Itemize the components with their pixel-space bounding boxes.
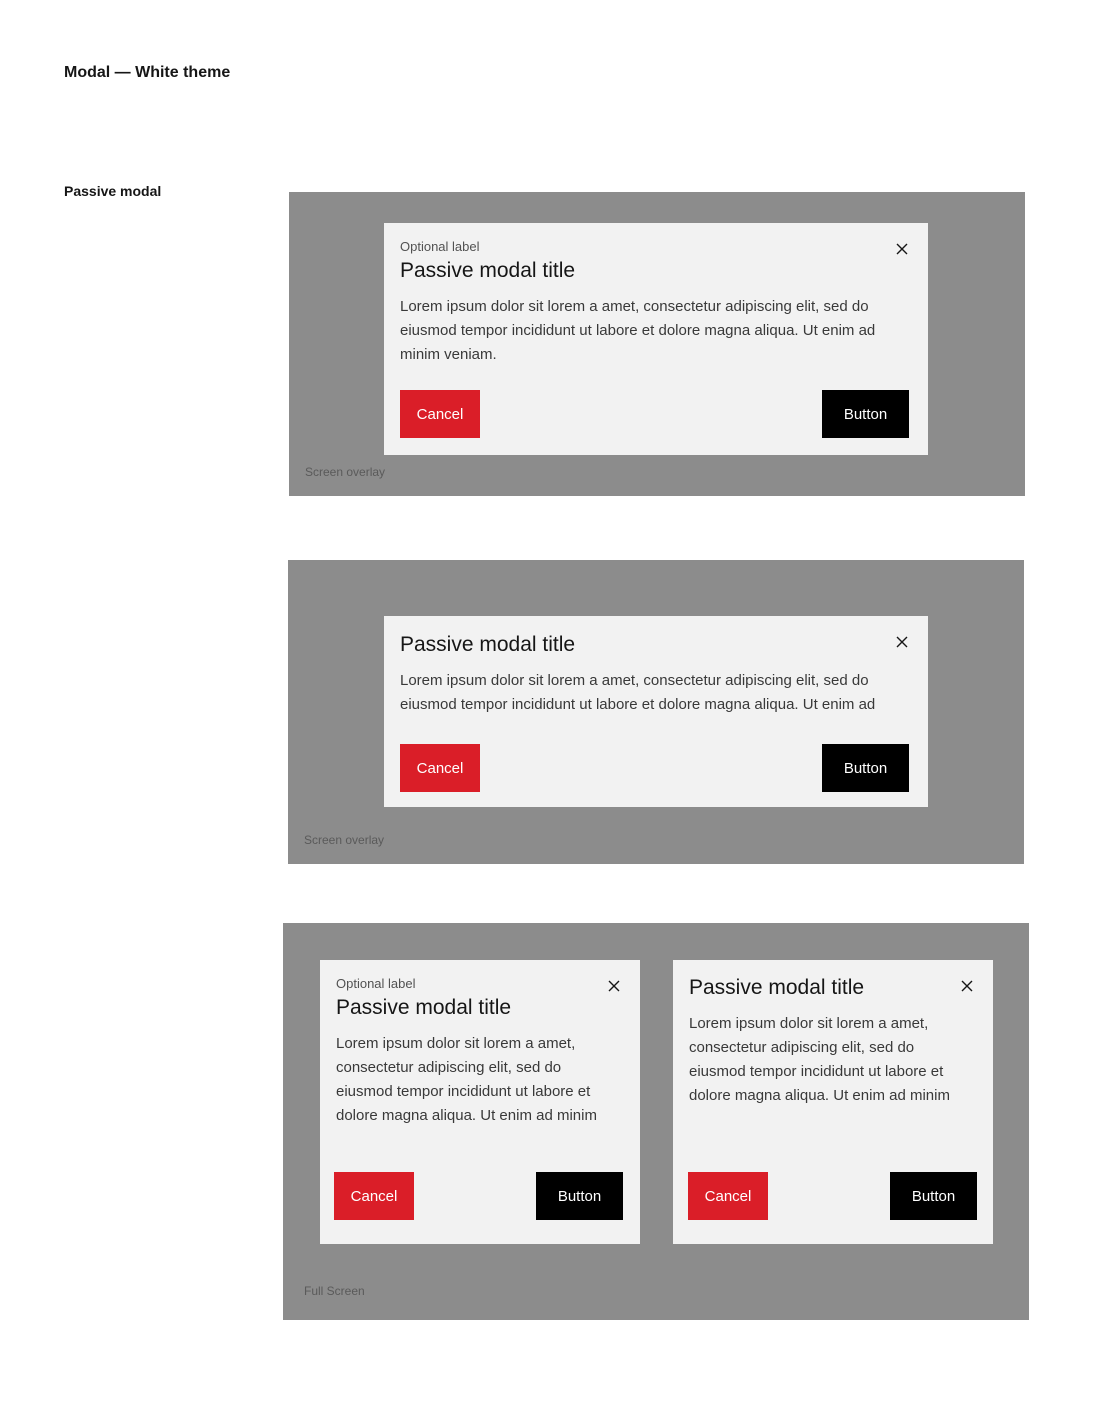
modal-body bbox=[400, 295, 900, 367]
primary-button[interactable]: Button bbox=[890, 1172, 977, 1220]
body-line: minim veniam. bbox=[400, 346, 497, 363]
screen-overlay bbox=[288, 560, 1024, 864]
body-line: dolore magna aliqua. Ut enim ad minim bbox=[689, 1087, 950, 1104]
screen-overlay bbox=[289, 192, 1025, 496]
close-icon[interactable] bbox=[894, 241, 910, 257]
body-line: eiusmod tempor incididunt ut labore et dolore magna aliqua. Ut enim ad bbox=[400, 696, 876, 713]
modal-title: Passive modal title bbox=[336, 996, 512, 1019]
modal-body bbox=[689, 1012, 979, 1108]
close-icon[interactable] bbox=[959, 978, 975, 994]
body-line: consectetur adipiscing elit, sed do bbox=[336, 1059, 562, 1076]
optional-label: Optional label bbox=[400, 239, 480, 254]
passive-modal bbox=[384, 223, 928, 455]
cancel-button[interactable]: Cancel bbox=[688, 1172, 768, 1220]
body-line: eiusmod tempor incididunt ut labore et bbox=[689, 1063, 944, 1080]
body-line: Lorem ipsum dolor sit lorem a amet, bbox=[689, 1015, 929, 1032]
passive-modal-right bbox=[673, 960, 993, 1244]
body-line: dolore magna aliqua. Ut enim ad minim bbox=[336, 1107, 597, 1124]
modal-title: Passive modal title bbox=[689, 976, 865, 999]
optional-label: Optional label bbox=[336, 976, 416, 991]
section-title: Passive modal bbox=[64, 183, 162, 199]
passive-modal bbox=[384, 616, 928, 807]
cancel-button[interactable]: Cancel bbox=[334, 1172, 414, 1220]
close-icon[interactable] bbox=[894, 634, 910, 650]
modal-body bbox=[336, 1032, 626, 1128]
page-title: Modal — White theme bbox=[64, 64, 231, 81]
primary-button[interactable]: Button bbox=[536, 1172, 623, 1220]
primary-button[interactable]: Button bbox=[822, 744, 909, 792]
full-screen-overlay bbox=[283, 923, 1029, 1320]
body-line: eiusmod tempor incididunt ut labore et bbox=[336, 1083, 591, 1100]
modal-title: Passive modal title bbox=[400, 259, 576, 282]
body-line: eiusmod tempor incididunt ut labore et dolore magna aliqua. Ut enim ad bbox=[400, 322, 876, 339]
body-line: Lorem ipsum dolor sit lorem a amet, consectetur adipiscing elit, sed do bbox=[400, 672, 869, 689]
overlay-label: Full Screen bbox=[304, 1284, 365, 1298]
cancel-button[interactable]: Cancel bbox=[400, 744, 480, 792]
close-icon[interactable] bbox=[606, 978, 622, 994]
overlay-label: Screen overlay bbox=[305, 465, 386, 479]
cancel-button[interactable]: Cancel bbox=[400, 390, 480, 438]
modal-title: Passive modal title bbox=[400, 633, 576, 656]
modal-body bbox=[400, 669, 900, 717]
body-line: consectetur adipiscing elit, sed do bbox=[689, 1039, 915, 1056]
primary-button[interactable]: Button bbox=[822, 390, 909, 438]
body-line: Lorem ipsum dolor sit lorem a amet, bbox=[336, 1035, 576, 1052]
overlay-label: Screen overlay bbox=[304, 833, 385, 847]
passive-modal-left bbox=[320, 960, 640, 1244]
body-line: Lorem ipsum dolor sit lorem a amet, consectetur adipiscing elit, sed do bbox=[400, 298, 869, 315]
